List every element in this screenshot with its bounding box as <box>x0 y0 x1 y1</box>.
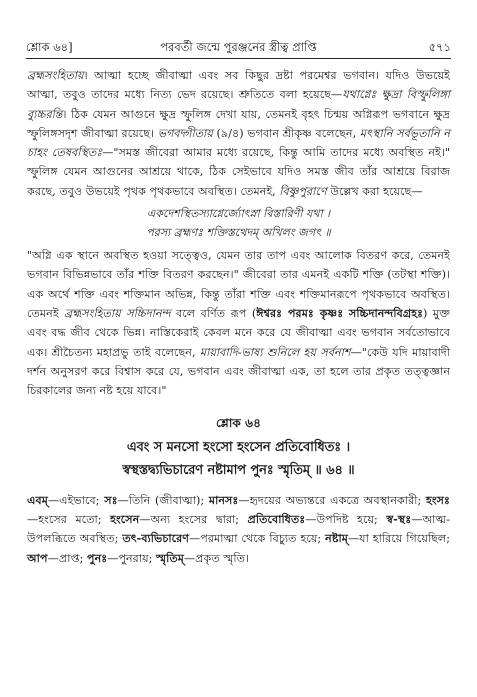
header-verse-ref: শ্লোক ৬৪] <box>26 40 73 54</box>
synonym-word: হংসঃ <box>425 492 451 507</box>
synonym-word: হংসেন <box>110 512 140 527</box>
header-chapter-title: পরবর্তী জন্মে পুরঞ্জনের স্ত্রীত্ব প্রাপ্তি <box>160 40 317 54</box>
sloka-text <box>27 436 450 482</box>
synonym-meaning: —উপদিষ্ট হয়ে; <box>305 513 387 527</box>
synonym-word: নষ্টাম্ <box>325 531 348 546</box>
source-citation: ভগবদ্গীতায় <box>157 126 213 140</box>
sanskrit-quote: মৎস্থানি সর্বভূতানি ন চাহং তেষবস্থিতঃ <box>27 126 450 160</box>
synonym-meaning: —আত্ম-উপলব্ধিতে অবস্থিত; <box>27 513 450 546</box>
quoted-verse-line: একদেশস্থিতস্যাগ্নের্জ্যোৎস্না বিস্তারিণী যথা । <box>146 207 331 221</box>
synonym-meaning: —হৃদয়ের অভ্যন্তরে একত্রে অবস্থানকারী; <box>238 493 426 507</box>
source-citation: ব্রহ্মসংহিতায় সচ্চিদানন্দ <box>64 306 171 320</box>
synonym-word: স্মৃতিম্ <box>156 550 184 565</box>
synonym-word: সঃ <box>104 492 118 507</box>
running-header <box>26 38 451 56</box>
sloka-heading: শ্লোক ৬৪ <box>215 416 262 431</box>
sanskrit-quote: ঈশ্বরঃ পরমঃ কৃষ্ণঃ সচ্চিদানন্দবিগ্রহঃ <box>256 305 424 320</box>
paragraph-text: "অগ্নি এক স্থানে অবস্থিত হওয়া সত্ত্বেও, যেমন তার তাপ এবং আলোক বিতরণ করে, তেমনই ভগবান বিভিন্নভাবে তাঁর শক্তি বিতরণ করছেন।" জীবেরা তার এমনই একটি শক্তি (তটস্থা শক্তি)। এক অর্থে শক্তি এবং শক্তিমান অভিন্ন, কিন্তু তাঁরা শক্তি এবং শক্তিমানরূপে পৃথকভাবে অবস্থিত। তেমনই <box>27 249 450 320</box>
source-citation: ব্রহ্মসংহিতায় <box>27 69 84 82</box>
quoted-verse <box>27 204 450 242</box>
synonym-meaning: —যা হারিয়ে গিয়েছিল; <box>347 532 450 546</box>
paragraph-text: । আত্মা হচ্ছে জীবাত্মা এবং সব কিছুর দ্রষ্টা পরমেশ্বর ভগবান। যদিও উভয়েই আত্মা, তবুও তাদের মধ্যে নিত্য ভেদ রয়েছে। শ্রুতিতে বলা হয়েছে— <box>27 69 450 102</box>
paragraph-text: বলে বর্ণিত রূপ ( <box>170 306 257 320</box>
synonym-meaning: —পুনরায়; <box>107 551 156 565</box>
synonym-meaning: —হংসের মতো; <box>27 513 111 527</box>
header-rule <box>26 58 451 59</box>
purport-paragraph-2 <box>27 246 450 400</box>
paragraph-text: । ঠিক যেমন আগুনে ক্ষুদ্র স্ফুলিঙ্গ দেখা যায়, তেমনই বৃহৎ চিন্ময় অগ্নিরূপ ভগবানে ক্ষুদ্র স্ফুলিঙ্গসদৃশ জীবাত্মা রয়েছে। <box>27 107 450 140</box>
synonym-meaning: —প্রকৃত স্মৃতি। <box>183 551 250 565</box>
sloka-line: স্বস্থস্তদ্ব্যভিচারেণ নষ্টামাপ পুনঃ স্মৃতিম্ ॥ ৬৪ ॥ <box>122 462 355 478</box>
synonym-word: আপ <box>27 550 48 565</box>
synonym-meaning: —পরমাত্মা থেকে বিচ্যুত হয়ে; <box>189 532 326 546</box>
synonym-meaning: —প্রাপ্ত; <box>47 551 87 565</box>
page-body <box>27 66 450 568</box>
paragraph-text: (৯/৪) ভগবান শ্রীকৃষ্ণ বলেছেন, <box>212 126 360 140</box>
synonym-word: এবম্ <box>27 492 48 507</box>
sanskrit-quote: যথাগ্নেঃ ক্ষুদ্রা বিস্ফুলিঙ্গা ব্যুচ্চরন্তি <box>27 88 450 121</box>
sloka-line: এবং স মনসো হংসো হংসেন প্রতিবোধিতঃ । <box>126 439 351 455</box>
purport-paragraph-1 <box>27 66 450 201</box>
source-citation: বিষ্ণুপুরাণে <box>279 184 327 198</box>
synonym-word: পুনঃ <box>86 550 108 565</box>
synonym-meaning: —অন্য হংসের দ্বারা; <box>139 513 248 527</box>
synonym-meaning: —এইভাবে; <box>47 493 105 507</box>
paragraph-text: উল্লেখ করা হয়েছে— <box>326 184 423 198</box>
synonym-meaning: —তিনি (জীবাত্মা); <box>117 493 209 507</box>
synonyms-paragraph <box>27 491 450 568</box>
synonym-word: মানসঃ <box>208 492 239 507</box>
sanskrit-quote: মায়াবাদি-ভাষ্য শুনিলে হয় সর্বনাশ <box>199 345 351 359</box>
synonym-word: স্ব-স্থঃ <box>386 512 412 527</box>
paragraph-text: ) মুক্ত এবং বদ্ধ জীব থেকে ভিন্ন। নাস্তিকেরাই কেবল মনে করে যে জীবাত্মা এবং ভগবান সর্বতোভাবে এক। শ্রীচৈতন্য মহাপ্রভু তাই বলেছেন, <box>27 306 450 359</box>
page-number: ৫৭১ <box>428 40 451 54</box>
synonym-word: প্রতিবোধিতঃ <box>247 512 306 527</box>
synonym-word: তৎ-ব্যভিচারেণ <box>122 531 190 546</box>
quoted-verse-line: পরস্য ব্রহ্মণঃ শক্তিস্তথেদম্ অখিলং জগৎ ॥ <box>146 226 331 240</box>
paragraph-text: —"কেউ যদি মায়াবাদী দর্শন অনুসরণ করে বিশ্বাস করে যে, ভগবান এবং জীবাত্মা এক, তা হলে তার প্রকৃত তত্ত্বজ্ঞান চিরকালের জন্য নষ্ট হয়ে যাবে।" <box>27 345 451 398</box>
paragraph-text: —"সমস্ত জীবেরা আমার মধ্যে রয়েছে, কিন্তু আমি তাদের মধ্যে অবস্থিত নই।" স্ফুলিঙ্গ যেমন আগুনের আশ্রয়ে থাকে, ঠিক সেইভাবে যদিও সমস্ত জীব তাঁর আশ্রয়ে বিরাজ করছে, তবুও উভয়েই পৃথক পৃথকভাবে অবস্থিত। তেমনই, <box>27 146 450 198</box>
